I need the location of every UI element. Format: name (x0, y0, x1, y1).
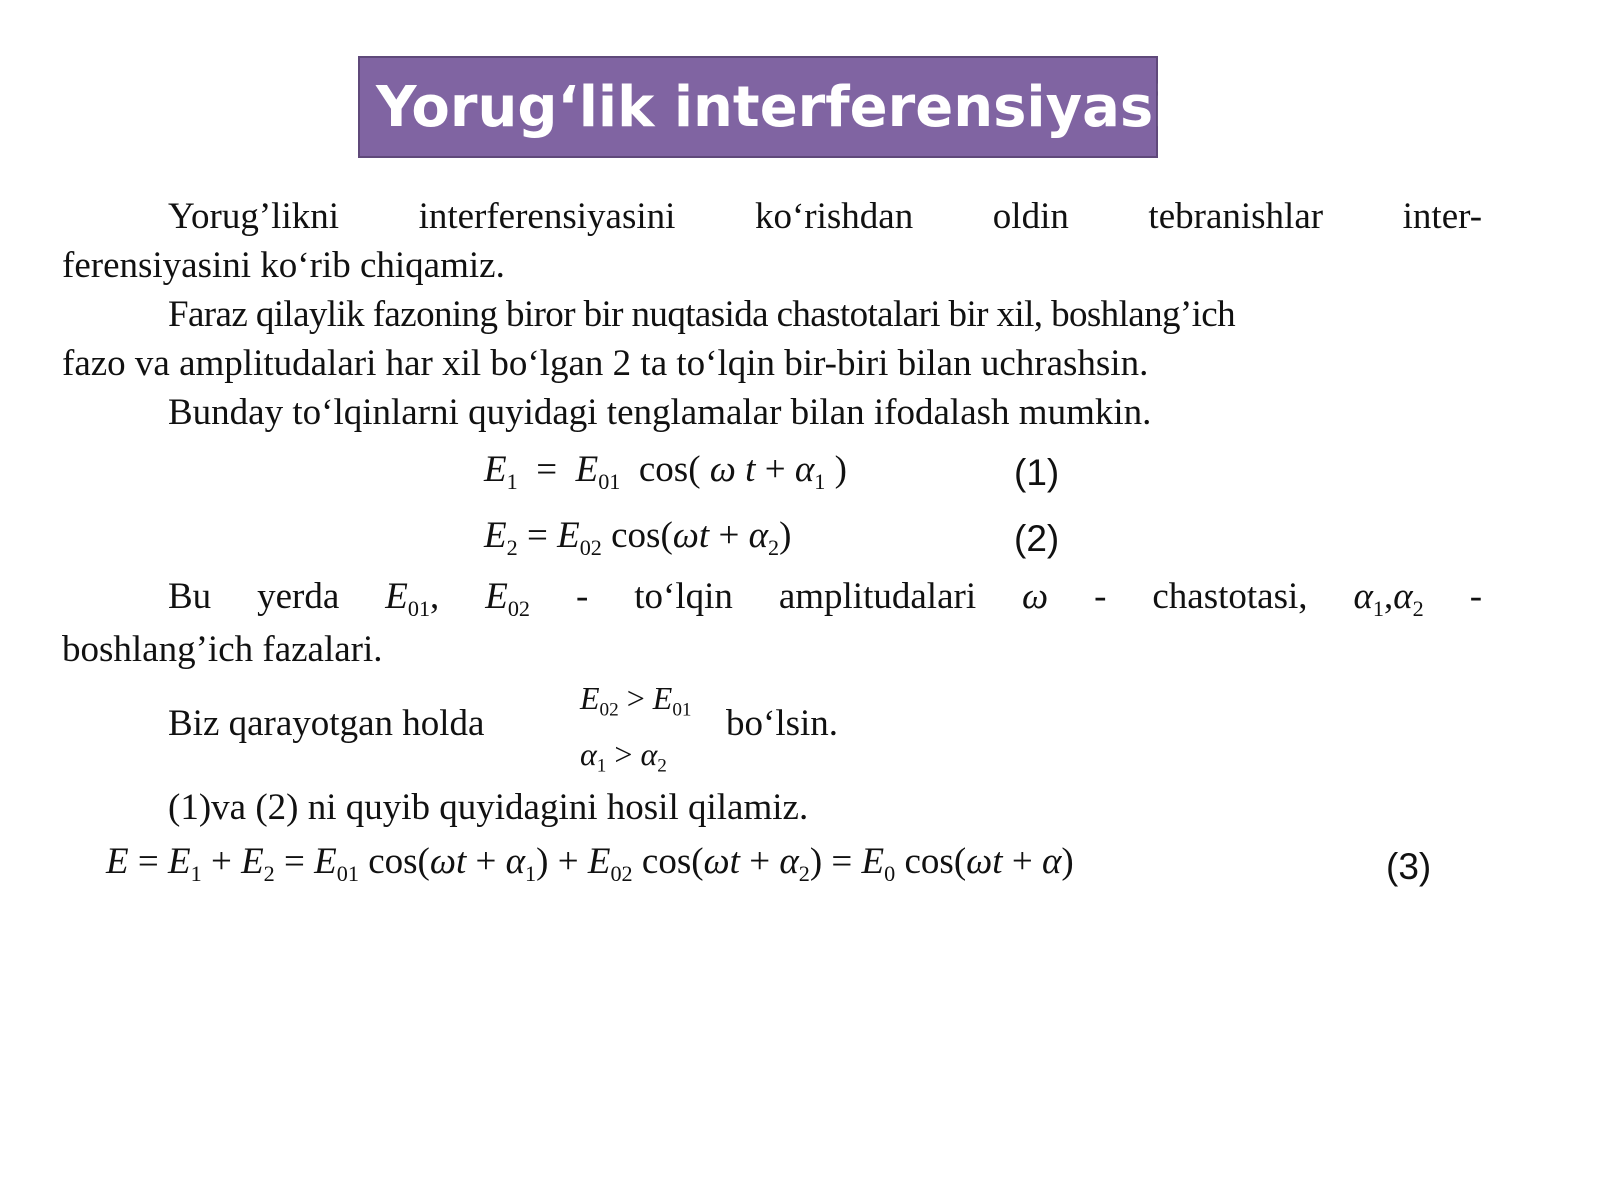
paragraph-equations-intro: Bunday to‘lqinlarni quyidagi tenglamalar bilan ifodalash mumkin. (168, 392, 1152, 433)
paragraph-condition-suffix: bo‘lsin. (726, 703, 839, 744)
paragraph-combine: (1)va (2) ni quyib quyidagini hosil qilamiz. (168, 787, 809, 828)
title-banner (358, 56, 1173, 158)
equation-1-number: (1) (1014, 452, 1060, 493)
paragraph-intro-line1: Yorug’likni interferensiyasini ko‘rishdan oldin tebranishlar inter- (168, 196, 1483, 237)
paragraph-assumption (62, 290, 1482, 388)
paragraph-condition-prefix: Biz qarayotgan holda (168, 703, 485, 744)
equation-2: $E_2 = E_{02}$ $\cos(\omega t + \alpha_2)$ (484, 515, 792, 560)
paragraph-definitions (62, 572, 1482, 674)
paragraph-assumption-line2: fazo va amplitudalari har xil bo‘lgan 2 ta to‘lqin bir-biri bilan uchrashsin. (62, 343, 1149, 384)
paragraph-assumption-line1: Faraz qilaylik fazoning biror bir nuqtasida chastotalari bir xil, boshlang’ich (168, 294, 1235, 335)
equation-1: $E_1 = E_{01}$ cos( ω $t + \alpha_1$ ) (484, 449, 847, 494)
paragraph-intro-line2: ferensiyasini ko‘rib chiqamiz. (62, 245, 505, 286)
equation-3: $E = E_1 + E_2 = E_{01}$ $\cos(\omega t + \alpha_1) + E_{02}$ $\cos(\omega t + \alpha_2) = E_0$ cos(ωt + α) (106, 841, 1074, 886)
paragraph-definitions-line1: Bu yerda $E_{01}$, $E_{02}$ - to‘lqin amplitudalari ω - chastotasi, $\alpha_1,\alpha_2$ - (168, 576, 1483, 621)
paragraph-intro (62, 192, 1482, 290)
page-title: Yorug‘lik interferensiyasi (376, 75, 1173, 140)
condition-phases: $\alpha_1 > \alpha_2$ (580, 736, 667, 777)
equation-2-number: (2) (1014, 518, 1060, 559)
equation-3-number: (3) (1386, 846, 1432, 887)
condition-amplitudes: $E_{02} > E_{01}$ (580, 680, 692, 721)
paragraph-definitions-line2: boshlang’ich fazalari. (62, 629, 383, 670)
